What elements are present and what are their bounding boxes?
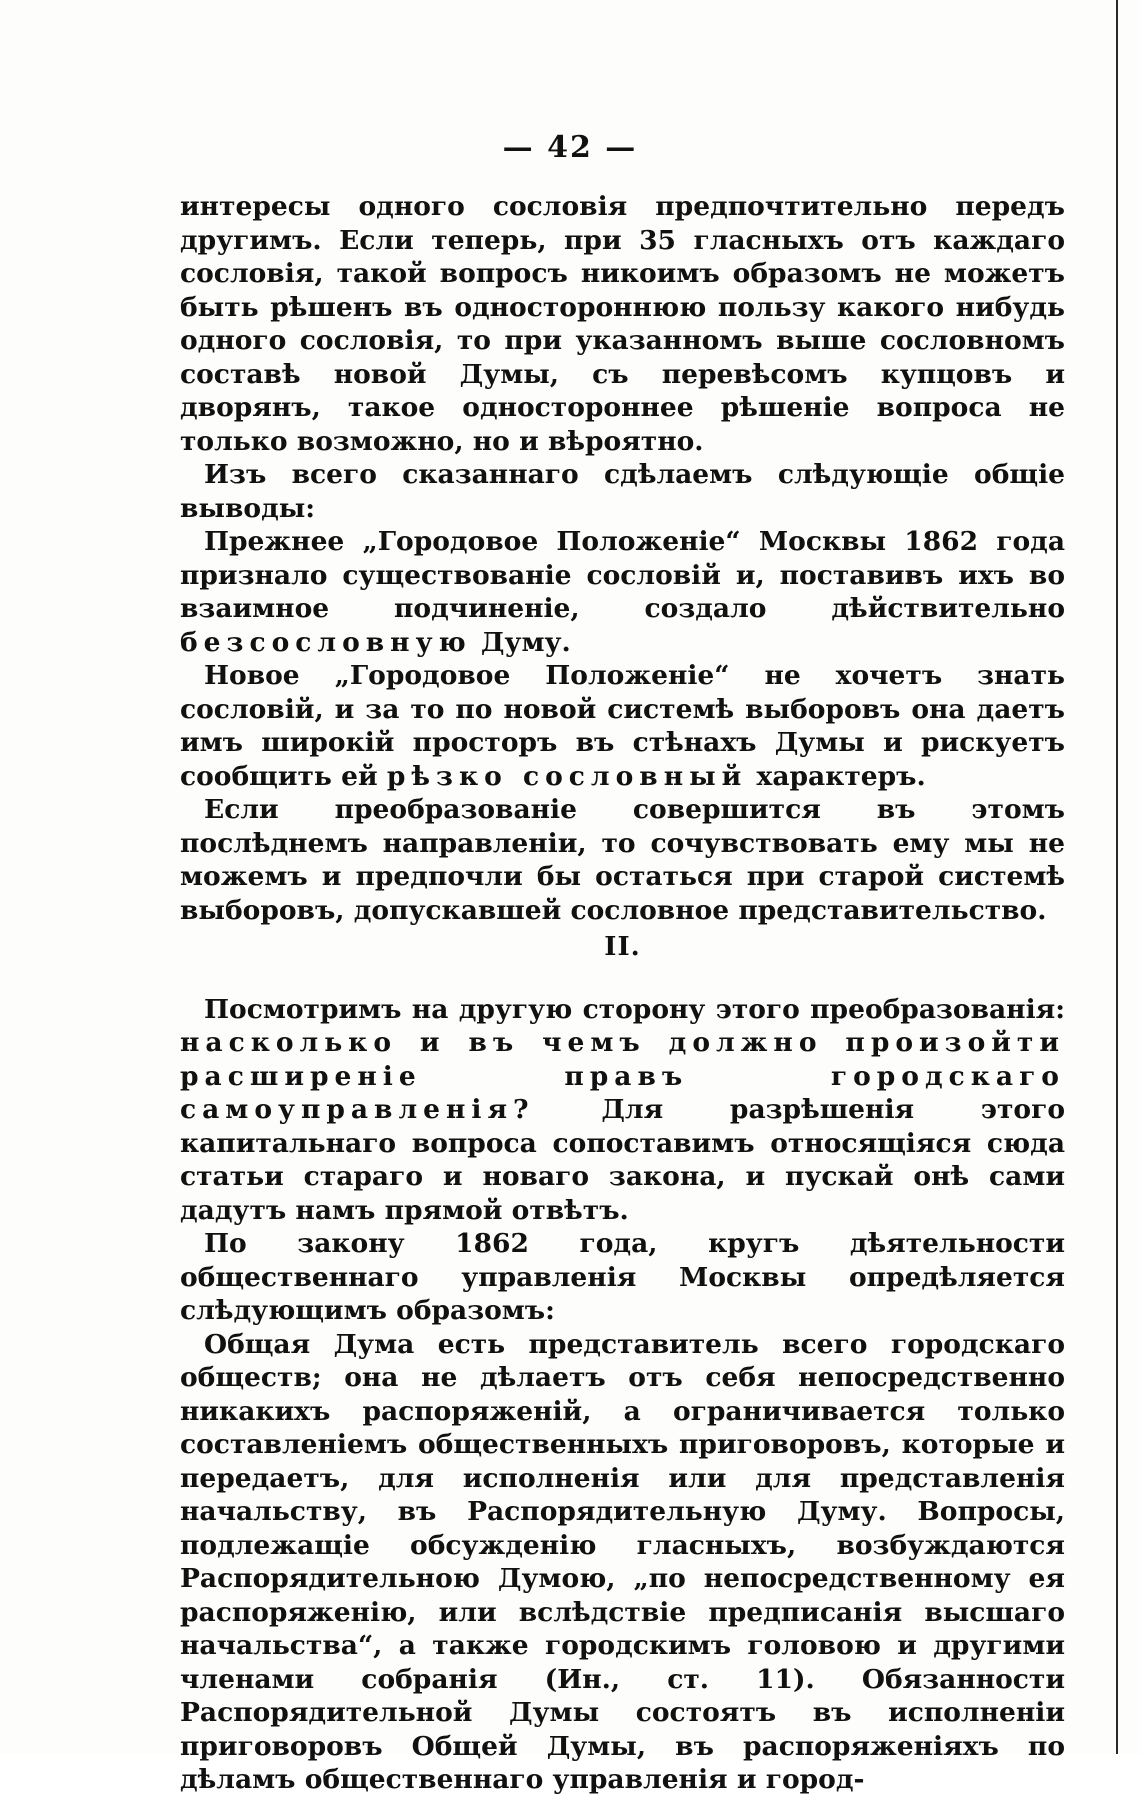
paragraph-3-emphasis: безсословную [180,626,472,658]
paragraph-7 [180,993,1065,1228]
paragraph-7-end: Для разрѣшенія этого капитальнаго вопроса сопоставимъ относящіяся сюда статьи стараго и новаго закона, и пускай онѣ сами дадутъ намъ прямой отвѣтъ. [180,1094,1065,1226]
page-number: — 42 — [502,130,638,165]
paragraph-3-text: Прежнее „Городовое Положеніе“ Москвы 1862 года признало существованіе сословій и, поставивъ ихъ во взаимное подчиненіе, создало дѣйствительно [180,526,1065,624]
page-edge-line [1116,0,1118,1754]
paragraph-7-text: Посмотримъ на другую сторону этого преобразованія: [204,993,1065,1025]
paragraph-3 [180,525,1065,659]
paragraph-3-end: Думу. [471,626,571,658]
section-heading: II. [604,932,641,962]
paragraph-2: Изъ всего сказаннаго сдѣлаемъ слѣдующіе общіе выводы: [180,459,1065,524]
paragraph-5: Если преобразованіе совершится въ этомъ послѣднемъ направленіи, то сочувствовать ему мы не можемъ и предпочли бы остаться при старой системѣ выборовъ, допускавшей сословное представительство. [180,794,1065,926]
paragraph-4 [180,659,1065,793]
paragraph-8: По закону 1862 года, кругъ дѣятельности общественнаго управленія Москвы опредѣляется слѣдующимъ образомъ: [180,1228,1065,1326]
paragraph-7-emphasis: насколько и въ чемъ должно произойти расширеніе правъ городскаго самоуправленія? [180,1027,1065,1125]
paragraph-1: интересы одного сословія предпочтительно передъ другимъ. Если теперь, при 35 гласныхъ отъ каждаго сословія, такой вопросъ никоимъ образомъ не можетъ быть рѣшенъ въ одностороннюю пользу какого нибудь одного сословія, то при указанномъ выше сословномъ составѣ новой Думы, съ перевѣсомъ купцовъ и дворянъ, такое одностороннее рѣшеніе вопроса не только возможно, но и вѣроятно. [180,191,1065,457]
paragraph-4-emphasis: рѣзко сословный [386,760,748,792]
body-text [180,190,1065,1797]
paragraph-9: Общая Дума есть представитель всего городскаго обществ; она не дѣлаетъ отъ себя непосредственно никакихъ распоряженій, а ограничивается только составленіемъ общественныхъ приговоровъ, которые и передаетъ, для исполненія или для представленія начальству, въ Распорядительную Думу. Вопросы, подлежащіе обсужденію гласныхъ, возбуждаются Распорядительною Думою, „по непосредственному ея распоряженію, или вслѣдствіе предписанія высшаго начальства“, а также городскимъ головою и другими членами собранія (Ин., ст. 11). Обязанности Распорядительной Думы состоятъ въ исполненіи приговоровъ Общей Думы, въ распоряженіяхъ по дѣламъ общественнаго управленія и город- [180,1328,1065,1795]
paragraph-4-end: характеръ. [747,760,926,792]
paragraph-4-text: Новое „Городовое Положеніе“ не хочетъ знать сословій, и за то по новой системѣ выборовъ она даетъ имъ широкій просторъ въ стѣнахъ Думы и рискуетъ сообщить ей [180,660,1065,792]
